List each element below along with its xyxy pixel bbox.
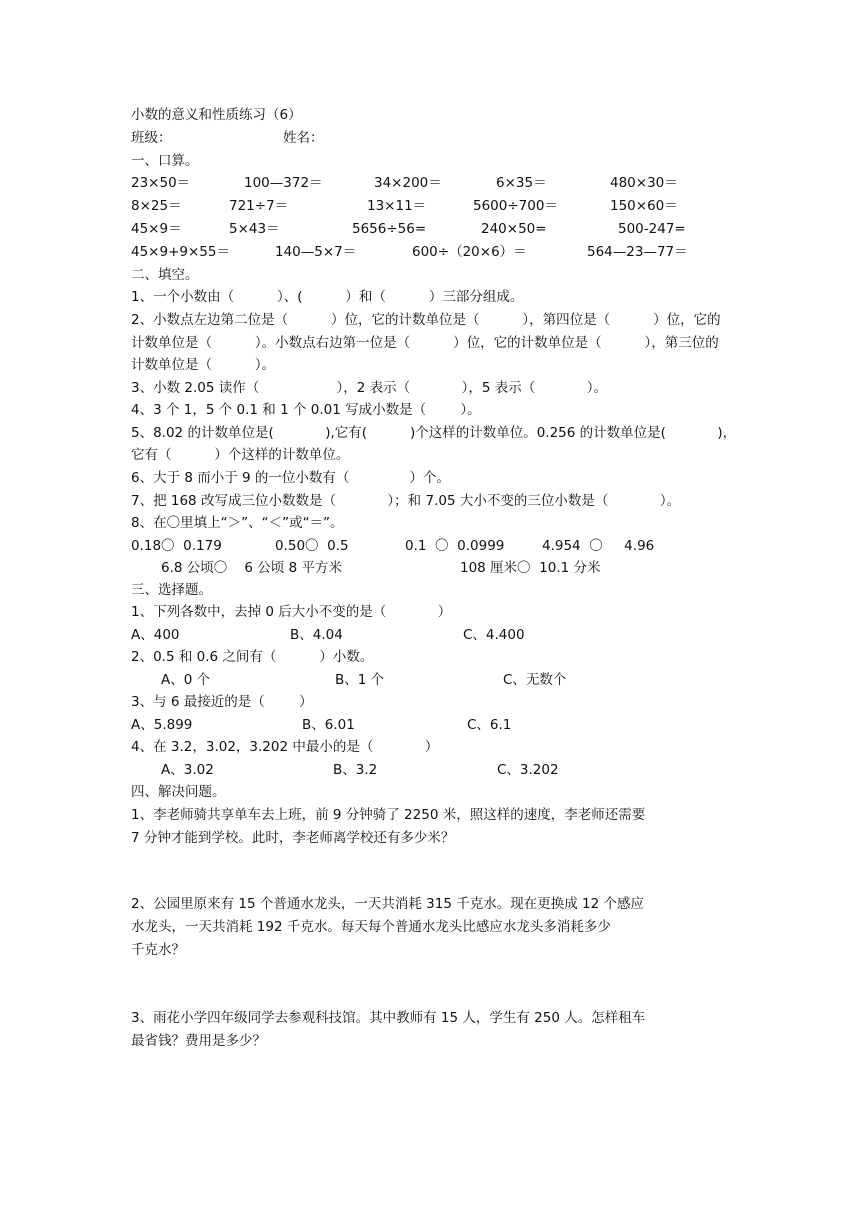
calc-item: 140—5×7＝ bbox=[275, 244, 357, 260]
calc-item: 240×50= bbox=[481, 221, 547, 237]
problem-1-line1: 1、李老师骑共享单车去上班，前 9 分钟骑了 2250 米，照这样的速度，李老师还需要 bbox=[131, 807, 646, 823]
calc-item: 45×9＝ bbox=[131, 221, 182, 237]
calc-item: 150×60＝ bbox=[610, 198, 678, 214]
problem-2-line1: 2、公园里原来有 15 个普通水龙头，一天共消耗 315 千克水。现在更换成 12 个感应 bbox=[131, 896, 644, 912]
worksheet-title: 小数的意义和性质练习（6） bbox=[131, 107, 302, 123]
compare-item: 108 厘米〇 10.1 分米 bbox=[460, 560, 601, 576]
problem-2-line2: 水龙头，一天共消耗 192 千克水。每天每个普通水龙头比感应水龙头多消耗多少 bbox=[131, 919, 611, 935]
calc-item: 100—372＝ bbox=[244, 175, 323, 191]
calc-item: 23×50＝ bbox=[131, 175, 191, 191]
name-label: 姓名： bbox=[283, 130, 324, 146]
class-label: 班级： bbox=[131, 130, 172, 146]
calc-item: 480×30＝ bbox=[610, 175, 678, 191]
choice-option: A、400 bbox=[131, 627, 180, 643]
choice-option: A、5.899 bbox=[131, 717, 193, 733]
calc-item: 13×11＝ bbox=[367, 198, 427, 214]
problem-2-line3: 千克水？ bbox=[131, 942, 185, 958]
fill-question-2-line1: 2、小数点左边第二位是（ ）位，它的计数单位是（ ），第四位是（ ）位，它的 bbox=[131, 312, 721, 328]
choice-option: C、6.1 bbox=[467, 717, 512, 733]
fill-question-6: 6、大于 8 而小于 9 的一位小数有（ ）个。 bbox=[131, 470, 451, 486]
calc-item: 5600÷700＝ bbox=[473, 198, 558, 214]
choice-question-1: 1、下列各数中，去掉 0 后大小不变的是（ ） bbox=[131, 604, 452, 620]
fill-question-5-line2: 它有（ ）个这样的计数单位。 bbox=[131, 447, 350, 463]
section4-heading: 四、解决问题。 bbox=[131, 784, 226, 800]
compare-item: 0.50〇 0.5 bbox=[275, 538, 349, 554]
choice-option: B、4.04 bbox=[290, 627, 343, 643]
choice-option: A、0 个 bbox=[161, 672, 211, 688]
compare-item: 0.18〇 0.179 bbox=[131, 538, 222, 554]
choice-option: A、3.02 bbox=[161, 762, 214, 778]
choice-question-3: 3、与 6 最接近的是（ ） bbox=[131, 694, 313, 710]
problem-3-line2: 最省钱？费用是多少？ bbox=[131, 1033, 266, 1049]
choice-question-2: 2、0.5 和 0.6 之间有（ ）小数。 bbox=[131, 649, 374, 665]
choice-question-4: 4、在 3.2，3.02，3.202 中最小的是（ ） bbox=[131, 739, 439, 755]
choice-option: C、4.400 bbox=[463, 627, 525, 643]
section1-heading: 一、口算。 bbox=[131, 153, 199, 169]
calc-item: 8×25＝ bbox=[131, 198, 182, 214]
calc-item: 5×43＝ bbox=[229, 221, 280, 237]
fill-question-5-line1: 5、8.02 的计数单位是( ),它有( )个这样的计数单位。0.256 的计数单位是( )， bbox=[131, 425, 737, 441]
choice-option: C、无数个 bbox=[503, 672, 567, 688]
calc-item: 721÷7＝ bbox=[229, 198, 289, 214]
problem-1-line2: 7 分钟才能到学校。此时，李老师离学校还有多少米？ bbox=[131, 830, 455, 846]
fill-question-4: 4、3 个 1，5 个 0.1 和 1 个 0.01 写成小数是（ ）。 bbox=[131, 402, 481, 418]
fill-question-2-line3: 计数单位是（ ）。 bbox=[131, 357, 276, 373]
choice-option: B、3.2 bbox=[333, 762, 378, 778]
calc-item: 500-247= bbox=[618, 221, 686, 237]
calc-item: 564—23—77＝ bbox=[587, 244, 688, 260]
choice-option: B、6.01 bbox=[302, 717, 355, 733]
choice-option: C、3.202 bbox=[497, 762, 559, 778]
compare-item: 4.954 〇 4.96 bbox=[542, 538, 655, 554]
compare-item: 6.8 公顷〇 6 公顷 8 平方米 bbox=[161, 560, 342, 576]
compare-item: 0.1 〇 0.0999 bbox=[405, 538, 505, 554]
section2-heading: 二、填空。 bbox=[131, 267, 199, 283]
fill-question-7: 7、把 168 改写成三位小数数是（ ）；和 7.05 大小不变的三位小数是（ ）。 bbox=[131, 493, 681, 509]
problem-3-line1: 3、雨花小学四年级同学去参观科技馆。其中教师有 15 人，学生有 250 人。怎样租车 bbox=[131, 1010, 646, 1026]
calc-item: 34×200＝ bbox=[374, 175, 442, 191]
calc-item: 5656÷56= bbox=[352, 221, 427, 237]
section3-heading: 三、选择题。 bbox=[131, 582, 212, 598]
fill-question-3: 3、小数 2.05 读作（ ），2 表示（ ），5 表示（ ）。 bbox=[131, 380, 607, 396]
fill-question-1: 1、一个小数由（ ）、( ）和（ ）三部分组成。 bbox=[131, 289, 524, 305]
fill-question-8: 8、在〇里填上“＞”、“＜”或“＝”。 bbox=[131, 515, 344, 531]
calc-item: 45×9+9×55＝ bbox=[131, 244, 230, 260]
calc-item: 600÷（20×6）＝ bbox=[412, 244, 527, 260]
fill-question-2-line2: 计数单位是（ ）。小数点右边第一位是（ ）位，它的计数单位是（ ），第三位的 bbox=[131, 335, 719, 351]
choice-option: B、1 个 bbox=[335, 672, 385, 688]
calc-item: 6×35＝ bbox=[496, 175, 547, 191]
